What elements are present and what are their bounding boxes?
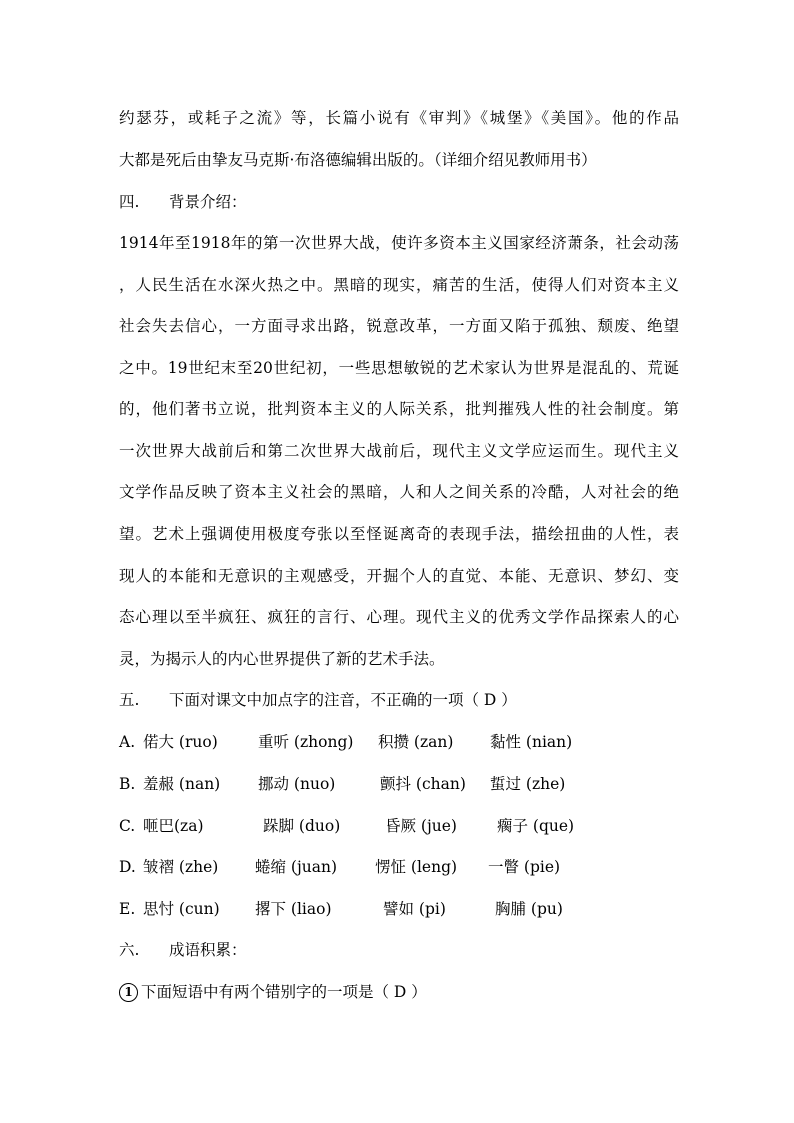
- background-line-3: 社会失去信心，一方面寻求出路，锐意改革，一方面又陷于孤独、颓废、绝望: [119, 317, 679, 335]
- section-6-number: 六.: [119, 941, 140, 959]
- background-line-10: 态心理以至半疯狂、疯狂的言行、心理。现代主义的优秀文学作品探索人的心: [119, 608, 679, 626]
- section-5-question: 下面对课文中加点字的注音，不正确的一项（ D ）: [169, 691, 517, 709]
- option-item: 蜷缩 (juan): [255, 858, 338, 876]
- background-line-4: 之中。19世纪末至20世纪初，一些思想敏锐的艺术家认为世界是混乱的、荒诞: [119, 359, 679, 377]
- option-item: 昏厥 (jue): [385, 817, 457, 835]
- option-item: 偌大 (ruo): [143, 733, 218, 751]
- background-line-5: 的，他们著书立说，批判资本主义的人际关系，批判摧残人性的社会制度。第: [119, 400, 679, 418]
- option-item: 愣怔 (leng): [375, 858, 458, 876]
- option-item: 颤抖 (chan): [380, 775, 466, 793]
- section-4-number: 四.: [119, 193, 140, 211]
- background-line-9: 现人的本能和无意识的主观感受，开掘个人的直觉、本能、无意识、梦幻、变: [119, 567, 679, 585]
- option-item: 撂下 (liao): [255, 900, 332, 918]
- option-item: 挪动 (nuo): [258, 775, 336, 793]
- section-4-title: 背景介绍：: [169, 193, 247, 211]
- section-5-heading: [119, 690, 679, 710]
- question-1-text: 下面短语中有两个错别字的一项是（ D ）: [141, 983, 427, 1001]
- option-label: A.: [119, 733, 136, 751]
- option-item: 积攒 (zan): [378, 733, 454, 751]
- option-item: 跺脚 (duo): [263, 817, 341, 835]
- background-line-7: 文学作品反映了资本主义社会的黑暗，人和人之间关系的冷酷，人对社会的绝: [119, 483, 679, 501]
- intro-line-2: 大都是死后由挚友马克斯·布洛德编辑出版的。（详细介绍见教师用书）: [119, 151, 597, 169]
- section-6-question-1: [119, 982, 679, 1003]
- option-label: D.: [119, 858, 136, 876]
- option-item: 蜇过 (zhe): [490, 775, 566, 793]
- option-label: B.: [119, 775, 136, 793]
- option-item: 皱褶 (zhe): [143, 858, 219, 876]
- option-item: 譬如 (pi): [383, 900, 446, 918]
- option-b: [119, 774, 679, 794]
- option-d: [119, 857, 679, 877]
- option-item: 羞赧 (nan): [143, 775, 221, 793]
- option-item: 瘸子 (que): [497, 817, 575, 835]
- background-line-1: 1914年至1918年的第一次世界大战，使许多资本主义国家经济萧条，社会动荡: [119, 234, 679, 252]
- background-line-6: 一次世界大战前后和第二次世界大战前后，现代主义文学应运而生。现代主义: [119, 442, 679, 460]
- option-label: C.: [119, 817, 136, 835]
- section-5-number: 五.: [119, 691, 140, 709]
- option-c: [119, 816, 679, 836]
- option-item: 胸脯 (pu): [495, 900, 563, 918]
- option-item: 黏性 (nian): [490, 733, 573, 751]
- section-6-heading: [119, 940, 679, 960]
- option-item: 思忖 (cun): [143, 900, 220, 918]
- option-e: [119, 899, 679, 919]
- background-line-8: 望。艺术上强调使用极度夸张以至怪诞离奇的表现手法，描绘扭曲的人性，表: [119, 525, 679, 543]
- section-4-heading: [119, 192, 679, 212]
- circled-number-one: 1: [119, 983, 138, 1002]
- option-label: E.: [119, 900, 136, 918]
- option-item: 一瞥 (pie): [488, 858, 561, 876]
- option-item: 重听 (zhong): [258, 733, 354, 751]
- option-a: [119, 732, 679, 752]
- option-item: 咂巴(za): [143, 817, 204, 835]
- intro-line-1: 约瑟芬，或耗子之流》等，长篇小说有《审判》《城堡》《美国》。他的作品: [119, 109, 679, 127]
- section-6-title: 成语积累：: [169, 941, 247, 959]
- background-line-11: 灵，为揭示人的内心世界提供了新的艺术手法。: [119, 650, 445, 668]
- background-line-2: ，人民生活在水深火热之中。黑暗的现实，痛苦的生活，使得人们对资本主义: [119, 276, 679, 294]
